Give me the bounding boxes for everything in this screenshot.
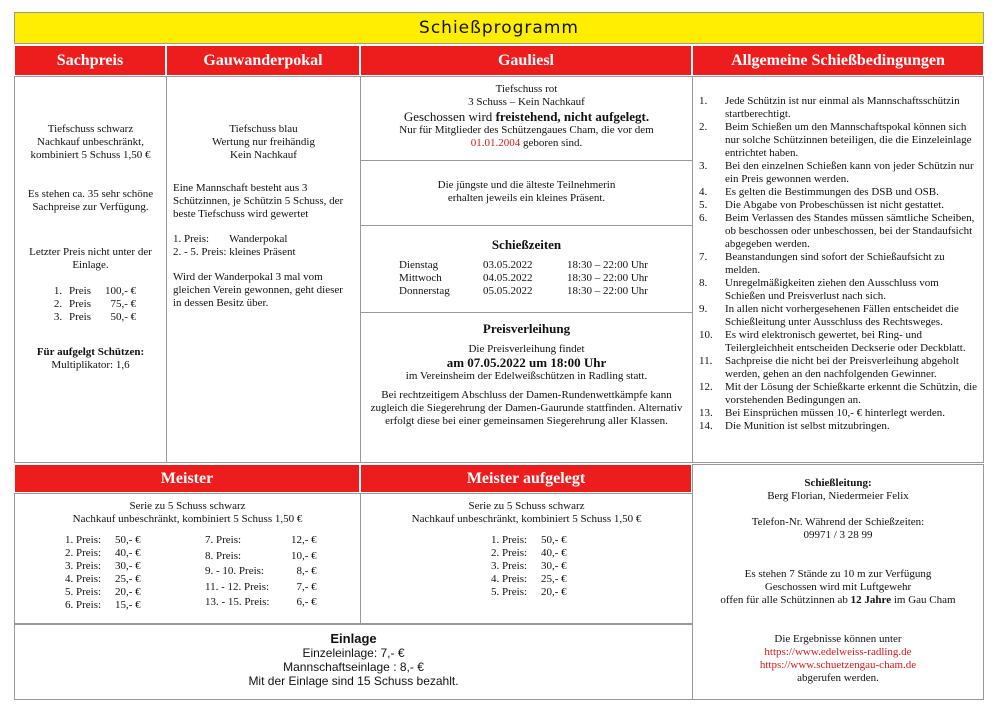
meister-prizes-right — [205, 534, 317, 612]
prize-row: 13. - 15. Preis: 6,- € — [205, 596, 317, 609]
einlage-einzel: Einzeleinlage: 7,- € — [302, 646, 405, 660]
leitung-section — [692, 464, 984, 700]
gwp-wanderpokal-text: Wird der Wanderpokal 3 mal vom gleichen Verein gewonnen, geht dieser in dessen Besitz über. — [173, 271, 343, 309]
gauliesl-line2: 3 Schuss – Kein Nachkauf — [468, 96, 585, 108]
gwp-intro-3: Kein Nachkauf — [230, 149, 297, 161]
prize-row: 6. Preis: 15,- € — [65, 599, 141, 611]
gwp-prize-1: 1. Preis: Wanderpokal — [173, 233, 288, 245]
prize-row: 2. Preis 75,- € — [53, 298, 137, 310]
gauliesl-section — [360, 76, 693, 463]
gauliesl-line4: Nur für Mitglieder des Schützengaues Cham, die vor dem — [399, 124, 654, 136]
list-item: 12. Mit der Lösung der Schießkarte erkennt die Schützin, die vorstehenden Bedingungen an. — [699, 381, 978, 406]
gauliesl-line5: 01.01.2004 geboren sind. — [470, 137, 583, 149]
einlage-mannschaft: Mannschaftseinlage : 8,- € — [283, 660, 424, 674]
list-item: 7. Beanstandungen sind sofort der Schießaufsicht zu melden. — [699, 251, 945, 276]
preisverleihung-line4: Bei rechtzeitigem Abschluss der Damen-Rundenwettkämpfe kann zugleich die Siegerehrung der Damen-Gaurunde stattfinden. Alternativ erfolgt diese bei einer gemeinsamen Siegerehrung aller Klassen. — [370, 389, 683, 427]
praesent-block — [361, 161, 692, 205]
sachpreis-intro-3: kombiniert 5 Schuss 1,50 € — [30, 149, 151, 161]
gwp-intro-2: Wertung nur freihändig — [212, 136, 315, 148]
header-sachpreis: Sachpreis — [14, 45, 166, 76]
gwp-prize-2: 2. - 5. Preis: kleines Präsent — [173, 246, 296, 258]
sachpreis-intro-2: Nachkauf unbeschränkt, — [37, 136, 144, 148]
meister-intro-2: Nachkauf unbeschränkt, kombiniert 5 Schuss 1,50 € — [72, 513, 303, 525]
prize-row: 1. Preis 100,- € — [53, 285, 137, 297]
list-item: 3. Bei den einzelnen Schießen kann von jeder Schützin nur ein Preis gewonnen werden. — [699, 160, 974, 185]
prize-row: 2. Preis: 40,- € — [65, 547, 141, 559]
telefon-number: 09971 / 3 28 99 — [803, 529, 873, 541]
sachpreis-intro-1: Tiefschuss schwarz — [47, 123, 134, 135]
list-item: 5. Die Abgabe von Probeschüssen ist nicht gestattet. — [699, 199, 945, 211]
abgerufen-text: abgerufen werden. — [797, 672, 879, 684]
list-item: 10. Es wird elektronisch gewertet, bei Ring- und Teilergleichheit entscheiden Deckserie oder Deckblatt. — [699, 329, 966, 354]
preisverleihung-line3: im Vereinsheim der Edelweißschützen in Radling statt. — [405, 370, 648, 382]
praesent-line2: erhalten jeweils ein kleines Präsent. — [447, 192, 606, 204]
schiesszeiten-title: Schießzeiten — [491, 237, 562, 252]
prize-row: 1. Preis: 50,- € — [65, 534, 141, 546]
header-gauliesl: Gauliesl — [360, 45, 692, 76]
aufgelegt-title: Für aufgelgt Schützen: — [36, 346, 145, 358]
prize-row: 8. Preis: 10,- € — [205, 549, 317, 562]
prize-row: 3. Preis: 30,- € — [65, 560, 141, 572]
bedingungen-list — [699, 95, 977, 433]
gauwanderpokal-section — [166, 76, 361, 463]
meister-intro-1: Serie zu 5 Schuss schwarz — [129, 500, 246, 512]
sachpreis-letzter: Letzter Preis nicht unter der Einlage. — [29, 246, 152, 271]
einlage-note: Mit der Einlage sind 15 Schuss bezahlt. — [248, 674, 459, 688]
divider — [361, 225, 692, 226]
preisverleihung-date: am 07.05.2022 um 18:00 Uhr — [446, 355, 607, 370]
prize-row: 4. Preis: 25,- € — [65, 573, 141, 585]
leitung-title: Schießleitung: — [804, 477, 872, 489]
list-item: 6. Beim Verlassen des Standes müssen sämtliche Scheiben, ob beschossen oder unbeschossen, bei der Standaufsicht abgegeben werden. — [699, 212, 975, 250]
schiesszeit-row: Mittwoch 04.05.2022 18:30 – 22:00 Uhr — [399, 272, 648, 284]
sachpreis-section — [14, 76, 167, 463]
einlage-section — [14, 624, 693, 700]
leitung-names: Berg Florian, Niedermeier Felix — [767, 490, 909, 502]
einlage-title: Einlage — [330, 631, 377, 646]
prize-row: 5. Preis: 20,- € — [491, 586, 567, 598]
preisverleihung-title: Preisverleihung — [482, 321, 571, 336]
ergebnisse-text: Die Ergebnisse können unter — [774, 633, 902, 645]
offen-text: offen für alle Schützinnen ab 12 Jahre im Gau Cham — [720, 594, 956, 606]
schiesszeit-row: Dienstag 03.05.2022 18:30 – 22:00 Uhr — [399, 259, 648, 271]
prize-row: 3. Preis: 30,- € — [491, 560, 567, 572]
prize-row: 3. Preis 50,- € — [53, 311, 137, 323]
ma-intro-1: Serie zu 5 Schuss schwarz — [468, 500, 585, 512]
luftgewehr-text: Geschossen wird mit Luftgewehr — [764, 581, 912, 593]
gauliesl-line1: Tiefschuss rot — [495, 83, 558, 95]
gwp-intro-1: Tiefschuss blau — [229, 123, 298, 135]
prize-row: 4. Preis: 25,- € — [491, 573, 567, 585]
multiplikator: Multiplikator: 1,6 — [51, 359, 130, 371]
link-edelweiss-radling[interactable]: https://www.edelweiss-radling.de — [764, 646, 912, 658]
meister-section — [14, 493, 361, 624]
prize-row: 1. Preis: 50,- € — [491, 534, 567, 546]
ma-intro-2: Nachkauf unbeschränkt, kombiniert 5 Schuss 1,50 € — [411, 513, 642, 525]
gwp-mannschaft: Eine Mannschaft besteht aus 3 Schützinnen, je Schützin 5 Schuss, der beste Tiefschuss wird gewertet — [173, 182, 344, 220]
link-schuetzengau-cham[interactable]: https://www.schuetzengau-cham.de — [759, 659, 917, 671]
prize-row: 5. Preis: 20,- € — [65, 586, 141, 598]
ma-prize-table — [491, 534, 567, 599]
schiesszeiten-table — [399, 259, 648, 298]
bedingungen-section — [692, 76, 984, 463]
prize-row: 9. - 10. Preis: 8,- € — [205, 565, 317, 578]
gauliesl-block — [361, 77, 692, 150]
preisverleihung-line1: Die Preisverleihung findet — [468, 343, 585, 355]
gauliesl-line3: Geschossen wird freistehend, nicht aufgelegt. — [403, 109, 650, 124]
list-item: 11. Sachpreise die nicht bei der Preisverleihung abgeholt werden, gehen an den nachfolgenden Gewinner. — [699, 355, 959, 380]
list-item: 13. Bei Einsprüchen müssen 10,- € hinterlegt werden. — [699, 407, 945, 419]
telefon-label: Telefon-Nr. Während der Schießzeiten: — [751, 516, 925, 528]
header-meister-aufgelegt: Meister aufgelegt — [360, 464, 692, 493]
header-gauwanderpokal: Gauwanderpokal — [166, 45, 360, 76]
list-item: 8. Unregelmäßigkeiten ziehen den Ausschluss vom Schießen und Preisverlust nach sich. — [699, 277, 939, 302]
meister-prize-columns — [65, 534, 360, 612]
schiesszeit-row: Donnerstag 05.05.2022 18:30 – 22:00 Uhr — [399, 285, 648, 297]
sachpreis-prize-table — [47, 285, 136, 324]
prize-row: 11. - 12. Preis: 7,- € — [205, 580, 317, 593]
praesent-line1: Die jüngste und die älteste Teilnehmerin — [437, 179, 616, 191]
meister-aufgelegt-section — [360, 493, 693, 624]
list-item: 14. Die Munition ist selbst mitzubringen. — [699, 420, 890, 432]
header-allgemein: Allgemeine Schießbedingungen — [692, 45, 984, 76]
list-item: 2. Beim Schießen um den Mannschaftspokal können sich nur solche Schützinnen beteiligen, die die Einzeleinlage entrichtet haben. — [699, 121, 972, 159]
prize-row: 7. Preis: 12,- € — [205, 534, 317, 546]
list-item: 4. Es gelten die Bestimmungen des DSB und OSB. — [699, 186, 939, 198]
header-meister: Meister — [14, 464, 360, 493]
list-item: 9. In allen nicht vorhergesehenen Fällen entscheidet die Schießleitung unter Ausschluss des Rechtsweges. — [699, 303, 959, 328]
staende-text: Es stehen 7 Stände zu 10 m zur Verfügung — [744, 568, 932, 580]
page-title: Schießprogramm — [14, 12, 984, 44]
prize-row: 2. Preis: 40,- € — [491, 547, 567, 559]
meister-prizes-left — [65, 534, 205, 612]
sachpreis-text: Es stehen ca. 35 sehr schöne Sachpreise zur Verfügung. — [27, 188, 154, 213]
divider — [361, 312, 692, 313]
list-item: 1. Jede Schützin ist nur einmal als Mannschaftsschützin startberechtigt. — [699, 95, 960, 120]
